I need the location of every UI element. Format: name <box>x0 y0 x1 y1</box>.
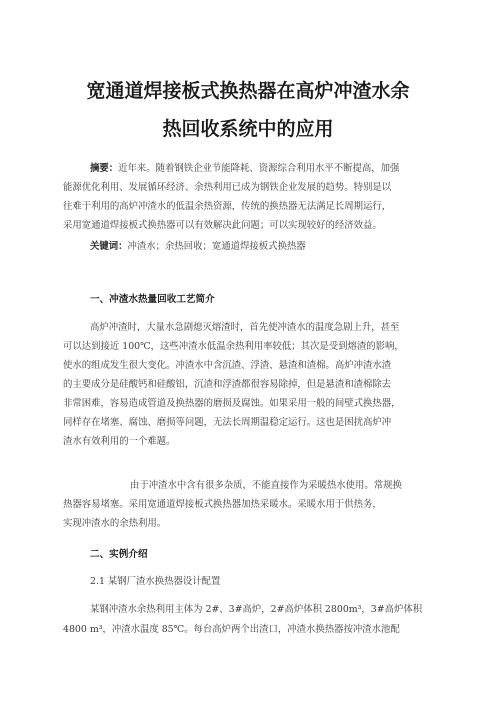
section-1-para-1-line-5: 非常困难，容易造成管道及换热器的磨损及腐蚀。如果采用一般的间壁式换热器， <box>63 398 401 409</box>
section-2-subheading: 2.1 某钢厂渣水换热器设计配置 <box>90 576 221 587</box>
abstract-line-1 <box>90 163 399 175</box>
keywords-text: 冲渣水；余热回收；宽通道焊接板式换热器 <box>127 241 306 252</box>
abstract-line-2: 能源优化利用、发展循环经济、余热利用已成为钢铁企业发展的趋势。特别是以 <box>63 182 392 193</box>
section-1-para-1-line-4: 的主要成分是硅酸钙和硅酸铝，沉渣和浮渣都很容易除掉，但是悬渣和渣棉除去 <box>63 379 392 390</box>
keywords-label: 关键词： <box>90 241 128 252</box>
section-1-heading: 一、冲渣水热量回收工艺简介 <box>90 294 215 305</box>
section-1-para-1-line-1: 高炉冲渣时，大量水急剧熄灭熔渣时，首先使冲渣水的温度急剧上升，甚至 <box>90 322 400 333</box>
document-title-line-2: 热回收系统中的应用 <box>162 118 334 140</box>
section-1-para-1-line-7: 渣水有效利用的一个难题。 <box>63 436 176 447</box>
abstract-text: 近年来。随着钢铁企业节能降耗、资源综合利用水平不断提高，加强 <box>118 163 400 174</box>
keywords-line <box>90 241 306 253</box>
section-2-para-1-line-2: 4800 m³，冲渣水温度 85℃。每台高炉两个出渣口，冲渣水换热器按冲渣水池配 <box>63 624 400 635</box>
abstract-line-3: 往难于利用的高炉冲渣水的低温余热资源，传统的换热器无法满足长周期运行， <box>63 201 392 212</box>
abstract-label: 摘要： <box>90 163 119 174</box>
section-1-para-2-line-3: 实现冲渣水的余热利用。 <box>63 518 167 529</box>
section-1-para-2-line-2: 热器容易堵塞。采用宽通道焊接板式换热器加热采暖水。采暖水用于供热务， <box>63 499 382 510</box>
document-title-line-1: 宽通道焊接板式换热器在高炉冲渣水余 <box>86 80 410 102</box>
section-1-para-1-line-3: 使水的组成发生很大变化。冲渣水中含沉渣、浮渣、悬渣和渣棉。高炉冲渣水渣 <box>63 360 392 371</box>
section-1-para-2-line-1: 由于冲渣水中含有很多杂质，不能直接作为采暖热水使用。常规换 <box>130 480 402 491</box>
section-2-para-1-line-1: 某钢冲渣水余热利用主体为 2#、3#高炉，2#高炉体积 2800m³，3#高炉体积 <box>90 604 423 615</box>
section-1-para-1-line-2: 可以达到接近 100℃，这些冲渣水低温余热利用率较低；其次是受到熔渣的影响， <box>63 341 404 352</box>
abstract-line-4: 采用宽通道焊接板式换热器可以有效解决此问题；可以实现较好的经济效益。 <box>63 220 382 231</box>
section-2-heading: 二、实例介绍 <box>90 549 148 560</box>
section-1-para-1-line-6: 同样存在堵塞、腐蚀、磨损等问题，无法长周期温稳定运行。这也是困扰高炉冲 <box>63 417 392 428</box>
